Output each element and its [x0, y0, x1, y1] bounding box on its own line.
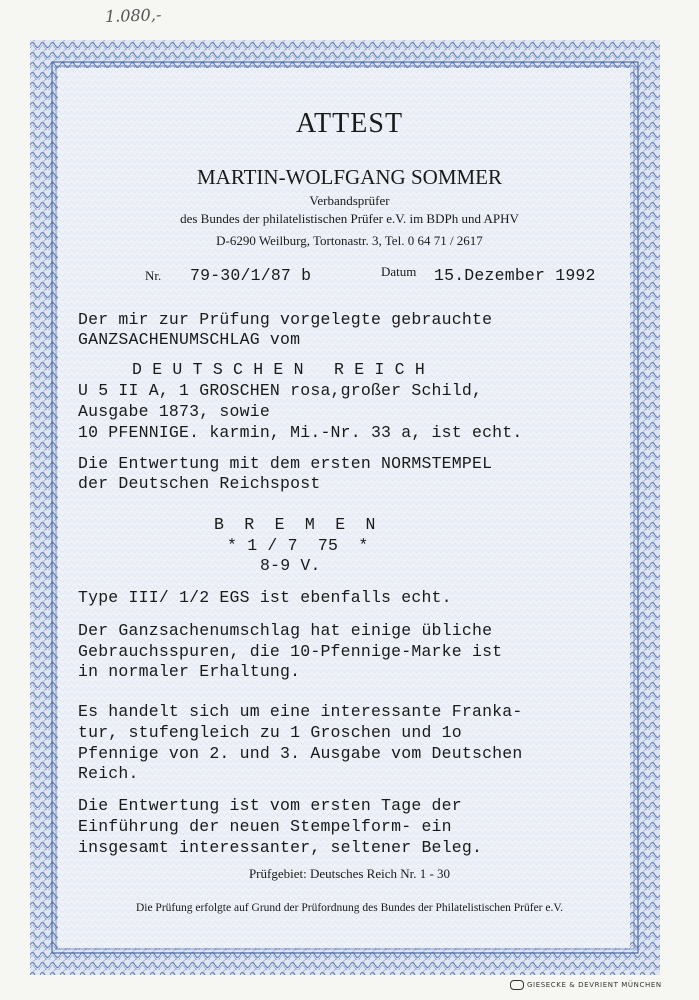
handwritten-price: 1.080,- — [104, 5, 162, 26]
body-line: Reich. — [78, 764, 139, 783]
body-line: der Deutschen Reichspost — [78, 474, 321, 493]
body-line: D E U T S C H E N R E I C H — [132, 360, 425, 379]
body-line: tur, stufengleich zu 1 Groschen und 1o — [78, 723, 462, 742]
examiner-name: MARTIN-WOLFGANG SOMMER — [197, 165, 502, 189]
postmark-line: 8-9 V. — [260, 556, 321, 575]
printer-name: GIESECKE & DEVRIENT MÜNCHEN — [527, 981, 662, 989]
body-line: Einführung der neuen Stempelform- ein — [78, 817, 452, 836]
certificate-title: ATTEST — [295, 108, 404, 139]
datum-label: Datum — [381, 264, 417, 279]
postmark-line: * 1 / 7 75 * — [227, 536, 369, 555]
body-line: Die Entwertung ist vom ersten Tage der — [78, 796, 462, 815]
body-line: Der mir zur Prüfung vorgelegte gebrauchte — [78, 310, 493, 329]
examiner-association: des Bundes der philatelistischen Prüfer e.V. im BDPh und APHV — [180, 211, 519, 226]
footer-note: Die Prüfung erfolgte auf Grund der Prüfordnung des Bundes der Philatelistischen Prüfer e.V. — [135, 902, 564, 914]
body-line: GANZSACHENUMSCHLAG vom — [78, 330, 301, 349]
examiner-role: Verbandsprüfer — [309, 193, 390, 208]
printer-imprint — [510, 980, 662, 990]
nr-value: 79-30/1/87 b — [190, 266, 312, 285]
examiner-address: D-6290 Weilburg, Tortonastr. 3, Tel. 0 64 71 / 2617 — [216, 233, 483, 248]
body-line: Die Entwertung mit dem ersten NORMSTEMPEL — [78, 454, 493, 473]
datum-value: 15.Dezember 1992 — [434, 266, 596, 285]
body-line: Type III/ 1/2 EGS ist ebenfalls echt. — [78, 588, 452, 607]
body-line: Es handelt sich um eine interessante Franka- — [78, 702, 523, 721]
body-line: insgesamt interessanter, seltener Beleg. — [78, 838, 483, 857]
body-line: 10 PFENNIGE. karmin, Mi.-Nr. 33 a, ist echt. — [78, 423, 523, 442]
pruefgebiet: Prüfgebiet: Deutsches Reich Nr. 1 - 30 — [248, 866, 451, 881]
postmark-line: B R E M E N — [214, 515, 376, 534]
body-line: U 5 II A, 1 GROSCHEN rosa,großer Schild, — [78, 381, 483, 400]
body-line: Ausgabe 1873, sowie — [78, 402, 270, 421]
body-line: Pfennige von 2. und 3. Ausgabe vom Deutschen — [78, 744, 523, 763]
nr-label: Nr. — [145, 268, 162, 283]
body-line: Der Ganzsachenumschlag hat einige übliche — [78, 621, 493, 640]
body-line: Gebrauchsspuren, die 10-Pfennige-Marke ist — [78, 642, 503, 661]
printer-logo-icon — [510, 980, 524, 990]
body-line: in normaler Erhaltung. — [78, 662, 301, 681]
